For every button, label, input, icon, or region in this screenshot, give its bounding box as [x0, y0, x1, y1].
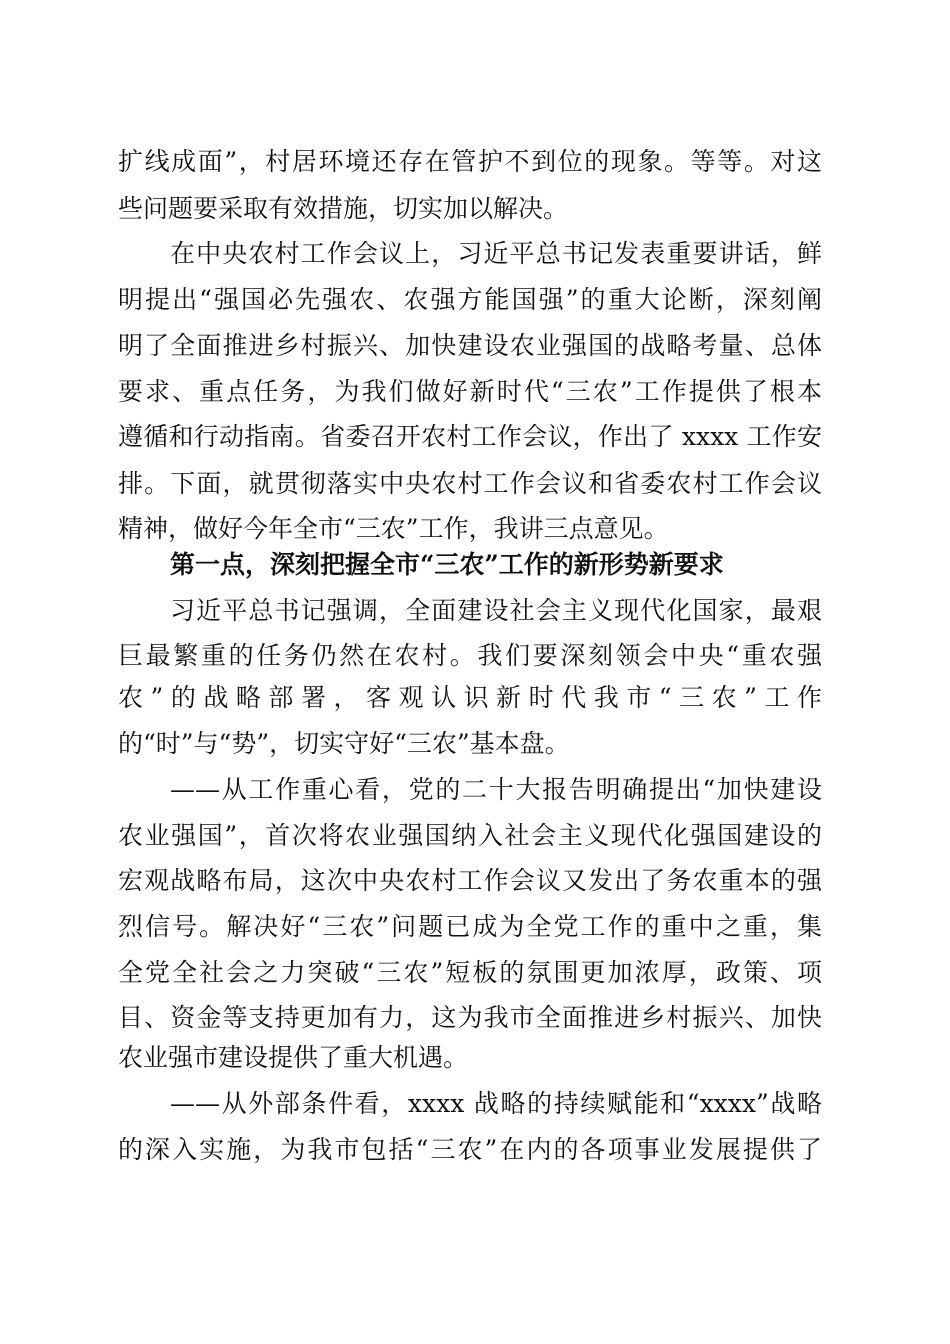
- text-line: 农”的战略部署，客观认识新时代我市“三农”工作: [118, 683, 822, 712]
- text-line: 扩线成面”，村居环境还存在管护不到位的现象。等等。对这: [118, 147, 822, 176]
- text-line: 烈信号。解决好“三农”问题已成为全党工作的重中之重，集: [118, 912, 822, 941]
- text-line: 巨最繁重的任务仍然在农村。我们要深刻领会中央“重农强: [118, 641, 822, 670]
- text-line: 遵循和行动指南。省委召开农村工作会议，作出了 xxxx 工作安: [118, 422, 822, 451]
- paragraph-start-line: 在中央农村工作会议上，习近平总书记发表重要讲话，鲜: [170, 239, 822, 268]
- paragraph-start-line: 习近平总书记强调，全面建设社会主义现代化国家，最艰: [170, 596, 822, 625]
- text-line: 的深入实施，为我市包括“三农”在内的各项事业发展提供了: [118, 1135, 822, 1164]
- text-line: 明了全面推进乡村振兴、加快建设农业强国的战略考量、总体: [118, 331, 822, 360]
- text-line: 精神，做好今年全市“三农”工作，我讲三点意见。: [118, 514, 669, 543]
- text-line: 农业强国”，首次将农业强国纳入社会主义现代化强国建设的: [118, 821, 822, 850]
- text-line: 些问题要采取有效措施，切实加以解决。: [118, 194, 569, 223]
- section-heading: 第一点，深刻把握全市“三农”工作的新形势新要求: [170, 550, 724, 579]
- paragraph-start-line: ——从外部条件看，xxxx 战略的持续赋能和“xxxx”战略: [170, 1089, 822, 1118]
- text-line: 宏观战略布局，这次中央农村工作会议又发出了务农重本的强: [118, 866, 822, 895]
- text-line: 目、资金等支持更加有力，这为我市全面推进乡村振兴、加快: [118, 1003, 822, 1032]
- text-line: 全党全社会之力突破“三农”短板的氛围更加浓厚，政策、项: [118, 958, 822, 987]
- text-line: 农业强市建设提供了重大机遇。: [118, 1043, 469, 1072]
- text-line: 明提出“强国必先强农、农强方能国强”的重大论断，深刻阐: [118, 285, 822, 314]
- text-line: 的“时”与“势”，切实守好“三农”基本盘。: [118, 729, 570, 758]
- text-line: 要求、重点任务，为我们做好新时代“三农”工作提供了根本: [118, 377, 822, 406]
- paragraph-start-line: ——从工作重心看，党的二十大报告明确提出“加快建设: [170, 775, 822, 804]
- text-line: 排。下面，就贯彻落实中央农村工作会议和省委农村工作会议: [118, 469, 822, 498]
